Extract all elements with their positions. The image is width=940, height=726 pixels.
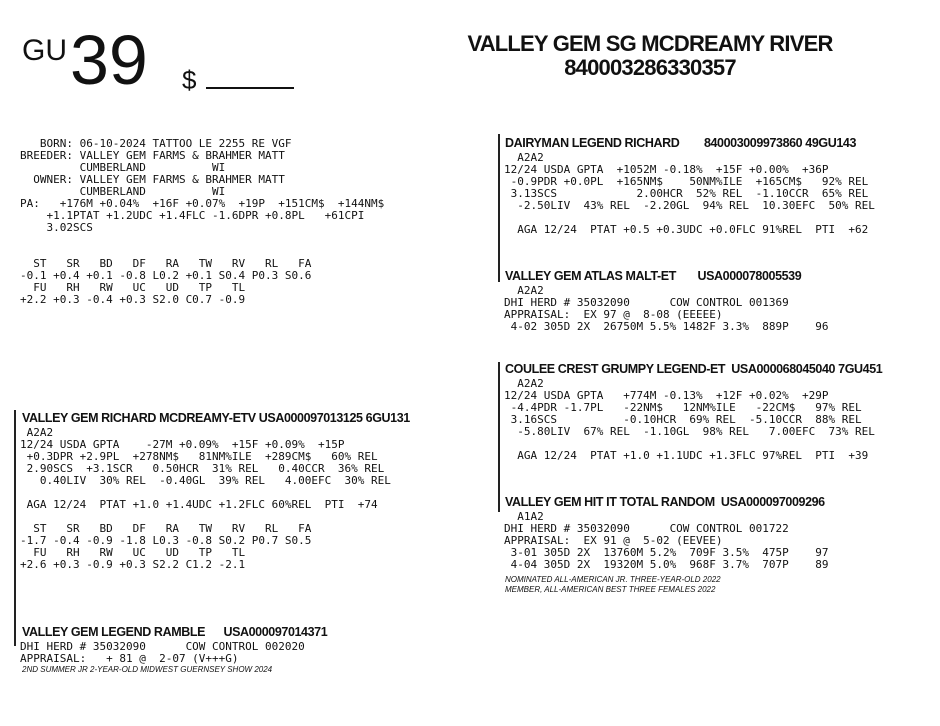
lot-number: 39: [70, 21, 148, 99]
dam-of-dam-honors-note: NOMINATED ALL-AMERICAN JR. THREE-YEAR-OLD 2022 MEMBER, ALL-AMERICAN BEST THREE FEMALES 2022: [505, 575, 721, 594]
price-field: [182, 66, 294, 94]
dam-of-sire-heading: VALLEY GEM ATLAS MALT-ET USA000078005539: [505, 269, 802, 283]
sire-of-sire-heading: DAIRYMAN LEGEND RICHARD 840003009973860 49GU143: [505, 136, 857, 150]
right-bracket-top: [498, 134, 500, 282]
dam-of-dam-details: A1A2 DHI HERD # 35032090 COW CONTROL 001722 APPRAISAL: EX 91 @ 5-02 (EEVEE) 3-01 305D 2X 13760M 5.2% 709F 3.5% 475P 97 4-04 305D 2X 19320M 5.0% 968F 3.7% 707P 89: [504, 510, 829, 571]
sire-dam-show-note: 2ND SUMMER JR 2-YEAR-OLD MIDWEST GUERNSEY SHOW 2024: [22, 665, 273, 674]
lot-prefix: GU: [22, 34, 67, 67]
animal-name: VALLEY GEM SG MCDREAMY RIVER: [467, 31, 833, 56]
sire-heading: VALLEY GEM RICHARD MCDREAMY-ETV USA000097013125 6GU131: [22, 411, 410, 425]
dam-of-sire-details: A2A2 DHI HERD # 35032090 COW CONTROL 001369 APPRAISAL: EX 97 @ 8-08 (EEEEE) 4-02 305D 2X 26750M 5.5% 1482F 3.3% 889P 96: [504, 284, 829, 333]
sire-of-dam-details: A2A2 12/24 USDA GPTA +774M -0.13% +12F +0.02% +29P -4.4PDR -1.7PL -22NM$ 12NM%ILE -22CM$ 97% REL 3.16SCS -0.10HCR 69% REL -5.10CCR 88% REL -5.80LIV 67% REL -1.10GL 98% REL 7.00EFC 73% REL AGA 12/24 PTAT +1.0 +1.1UDC +1.3FLC 97%REL PTI +39: [504, 377, 875, 462]
sire-dam-details: DHI HERD # 35032090 COW CONTROL 002020 APPRAISAL: + 81 @ 2-07 (V+++G): [20, 640, 305, 665]
price-blank-line: [206, 87, 294, 89]
animal-registration: 840003286330357: [564, 55, 736, 80]
animal-title-block: [440, 32, 860, 80]
sire-details: A2A2 12/24 USDA GPTA -27M +0.09% +15F +0.09% +15P +0.3DPR +2.9PL +278NM$ 81NM%ILE +289CM$ 60% REL 2.90SCS +3.1SCR 0.50HCR 31% REL 0.40CCR 36% REL 0.40LIV 30% REL -0.40GL 39% REL 4.00EFC 30% REL AGA 12/24 PTAT +1.0 +1.4UDC +1.2FLC 60%REL PTI +74 ST SR BD DF RA TW RV RL FA -1.7 -0.4 -0.9 -1.8 L0.3 -0.8 S0.2 P0.7 S0.5 FU RH RW UC UD TP TL +2.6 +0.3 -0.9 +0.3 S2.2 C1.2 -2.1: [20, 426, 391, 571]
sire-side-bracket: [14, 410, 16, 646]
price-label: $: [182, 65, 197, 95]
sire-of-dam-heading: COULEE CREST GRUMPY LEGEND-ET USA000068045040 7GU451: [505, 362, 883, 376]
dam-of-dam-heading: VALLEY GEM HIT IT TOTAL RANDOM USA000097009296: [505, 495, 825, 509]
sire-dam-heading: VALLEY GEM LEGEND RAMBLE USA000097014371: [22, 625, 328, 639]
right-bracket-bottom: [498, 362, 500, 512]
sire-of-sire-details: A2A2 12/24 USDA GPTA +1052M -0.18% +15F +0.00% +36P -0.9PDR +0.0PL +165NM$ 50NM%ILE +165CM$ 92% REL 3.13SCS 2.00HCR 52% REL -1.10CCR 65% REL -2.50LIV 43% REL -2.20GL 94% REL 10.30EFC 50% REL AGA 12/24 PTAT +0.5 +0.3UDC +0.0FLC 91%REL PTI +62: [504, 151, 875, 236]
animal-info: BORN: 06-10-2024 TATTOO LE 2255 RE VGF BREEDER: VALLEY GEM FARMS & BRAHMER MATT CUMBERLAND WI OWNER: VALLEY GEM FARMS & BRAHMER MATT CUMBERLAND WI PA: +176M +0.04% +16F +0.07% +19P +151CM$ +144NM$ +1.1PTAT +1.2UDC +1.4FLC -1.6DPR +0.8PL +61CPI 3.02SCS: [20, 137, 385, 234]
animal-linear-traits: ST SR BD DF RA TW RV RL FA -0.1 +0.4 +0.1 -0.8 L0.2 +0.1 S0.4 P0.3 S0.6 FU RH RW UC UD TP TL +2.2 +0.3 -0.4 +0.3 S2.0 C0.7 -0.9: [20, 257, 312, 306]
